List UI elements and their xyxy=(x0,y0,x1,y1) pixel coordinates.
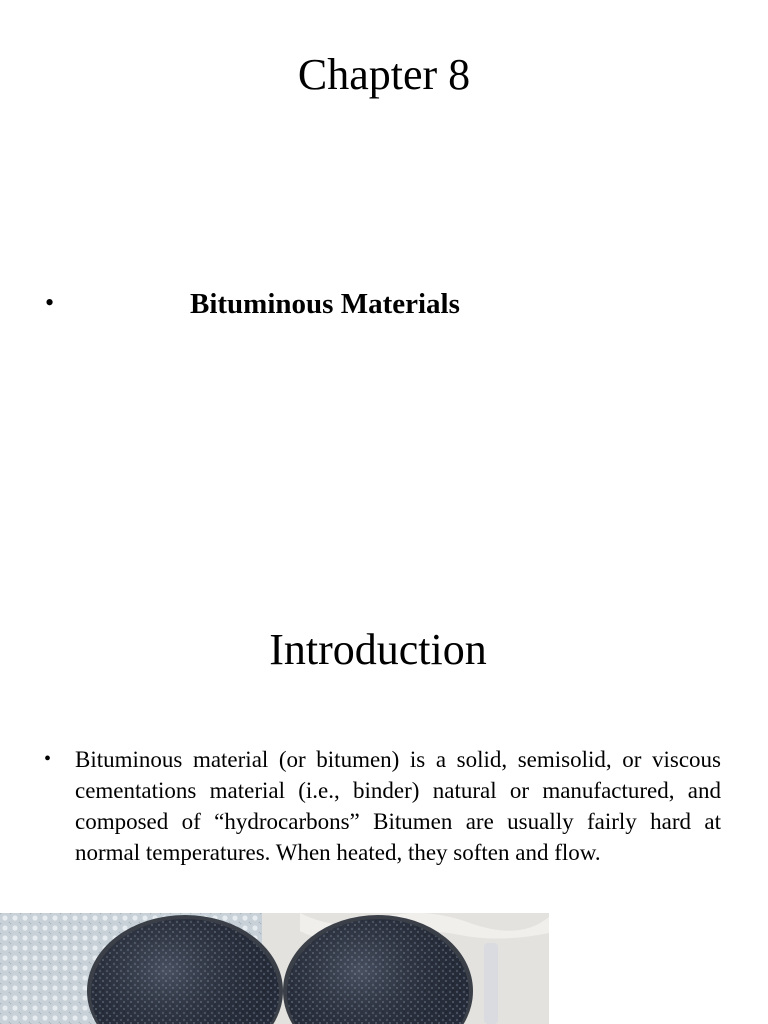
chapter-title: Chapter 8 xyxy=(297,50,471,99)
slide-introduction xyxy=(0,560,768,1024)
section-title: Introduction xyxy=(269,625,487,674)
bullet-icon: • xyxy=(44,748,52,770)
intro-paragraph: Bituminous material (or bitumen) is a solid, semisolid, or viscous cementations material (i.e., binder) natural or manufactured, and composed of “hydrocarbons” Bitumen are usually fairly hard at normal temperatures. When heated, they soften and flow. xyxy=(75,747,721,865)
bullet-icon: • xyxy=(45,288,55,317)
bitumen-samples-photo xyxy=(0,913,549,1024)
chapter-subtitle: Bituminous Materials xyxy=(190,288,460,320)
